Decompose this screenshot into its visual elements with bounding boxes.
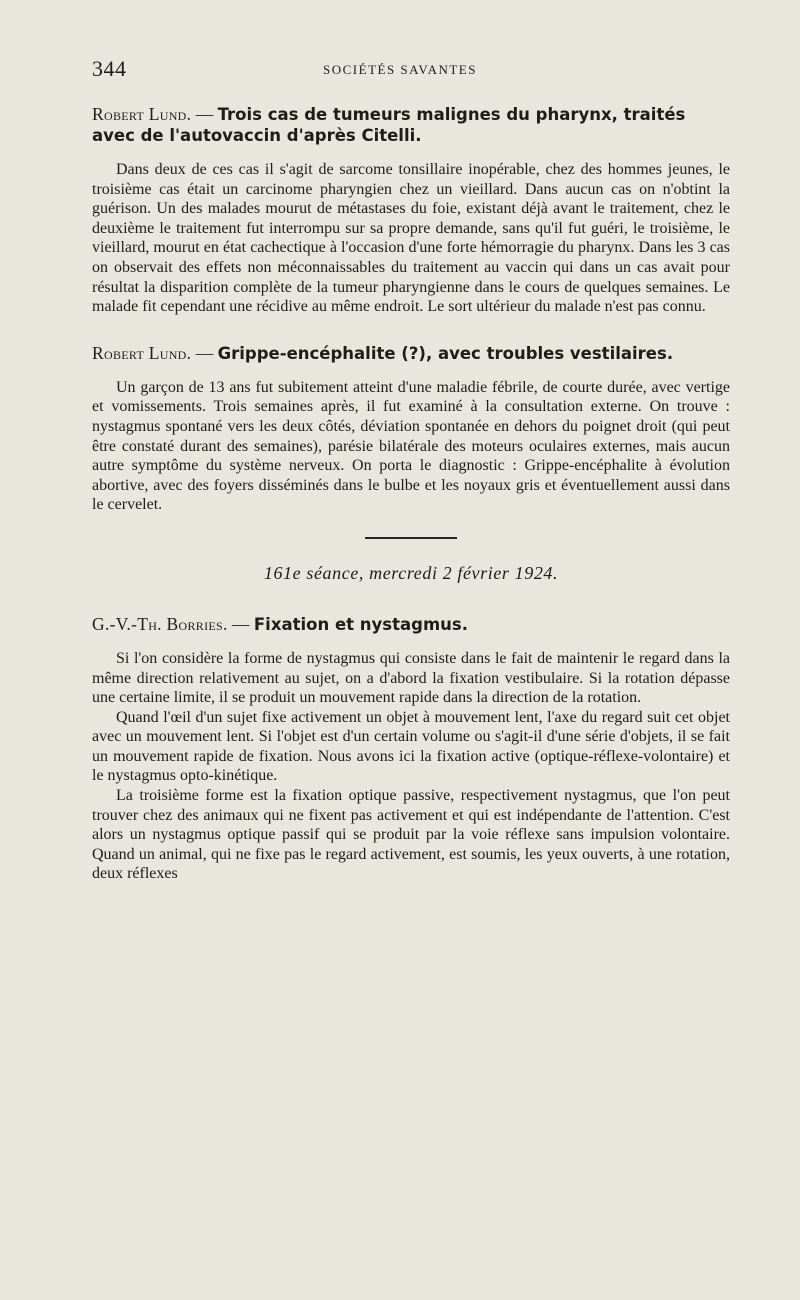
session-heading: 161e séance, mercredi 2 février 1924. — [263, 562, 559, 583]
page-header — [92, 56, 708, 86]
article-paragraph: Si l'on considère la forme de nystagmus qui consiste dans le fait de maintenir le regard dans la même direction relativement au sujet, on a d'abord la fixation vestibulaire. Si la rotation dépasse une certaine limite, il se produit un mouvement rapide dans la direction de la rotation. — [92, 649, 730, 707]
article-author: G.-V.-Th. Borries. — [92, 613, 228, 634]
article-title: Fixation et nystagmus. — [253, 614, 468, 634]
article-title: Trois cas de tumeurs malignes du pharynx, traités avec de l'autovaccin d'après Citelli. — [92, 105, 686, 145]
article-paragraph: Quand l'œil d'un sujet fixe activement un objet à mouvement lent, l'axe du regard suit cet objet avec un mouvement lent. Si l'objet est d'un certain volume ou s'agit-il d'une série d'objets, il se fait un mouvement rapide de fixation. Nous avons ici la fixation active (optique-réflexe-volontaire) et le nystagmus opto-kinétique. — [92, 708, 730, 785]
article-heading — [92, 104, 730, 146]
article-author: Robert Lund. — [92, 342, 192, 363]
running-head: SOCIÉTÉS SAVANTES — [323, 62, 477, 77]
article-author: Robert Lund. — [92, 104, 192, 124]
heading-dash: — — [191, 342, 218, 363]
page-number: 344 — [92, 56, 127, 81]
heading-dash: — — [227, 613, 254, 634]
article-title: Grippe-encéphalite (?), avec troubles vestilaires. — [217, 343, 674, 363]
article-body: Un garçon de 13 ans fut subitement atteint d'une maladie fébrile, de courte durée, avec vertige et vomissements. Trois semaines après, il fut examiné à la consultation externe. On trouve : nystagmus spontané vers les deux côtés, déviation spontanée en dehors du poignet droit (qui peut être constaté durant des semaines), parésie bilatérale des moteurs oculaires externes, mais aucun autre symptôme du système nerveux. On porta le diagnostic : Grippe-encéphalite à évolution abortive, avec des foyers disséminés dans le bulbe et les noyaux gris et éventuellement aussi dans le cervelet. — [92, 378, 730, 514]
section-divider — [365, 537, 457, 539]
article-heading — [92, 614, 730, 635]
article-paragraph: La troisième forme est la fixation optique passive, respectivement nystagmus, que l'on peut trouver chez des animaux qui ne fixent pas activement et qui est indépendante de l'attention. C'est alors un nystagmus optique passif qui se produit par la voie réflexe sans impulsion volontaire. Quand un animal, qui ne fixe pas le regard activement, est soumis, les yeux ouverts, à une rotation, deux réflexes — [92, 787, 730, 883]
article-heading — [92, 343, 730, 364]
heading-dash: — — [191, 104, 218, 124]
page-content — [92, 104, 730, 884]
article-body: Dans deux de ces cas il s'agit de sarcome tonsillaire inopérable, chez des hommes jeunes, le troisième cas était un carcinome pharyngien chez un vieillard. Dans aucun cas on n'obtint la guérison. Un des malades mourut de métastases du foie, existant déjà avant le traitement, chez le deuxième le traitement fut interrompu sur sa propre demande, sans qu'il fut guéri, le troisième, le vieillard, mourut en état cachectique à l'occasion d'une forte hémorragie du pharynx. Dans les 3 cas on observait des effets non méconnaissables du traitement au vaccin qui dans un cas avait pour résultat la disparition complète de la tumeur pharyngienne dans le cours de quelques semaines. Le malade fit cependant une récidive au même endroit. Le sort ultérieur du malade n'est pas connu. — [92, 161, 730, 316]
